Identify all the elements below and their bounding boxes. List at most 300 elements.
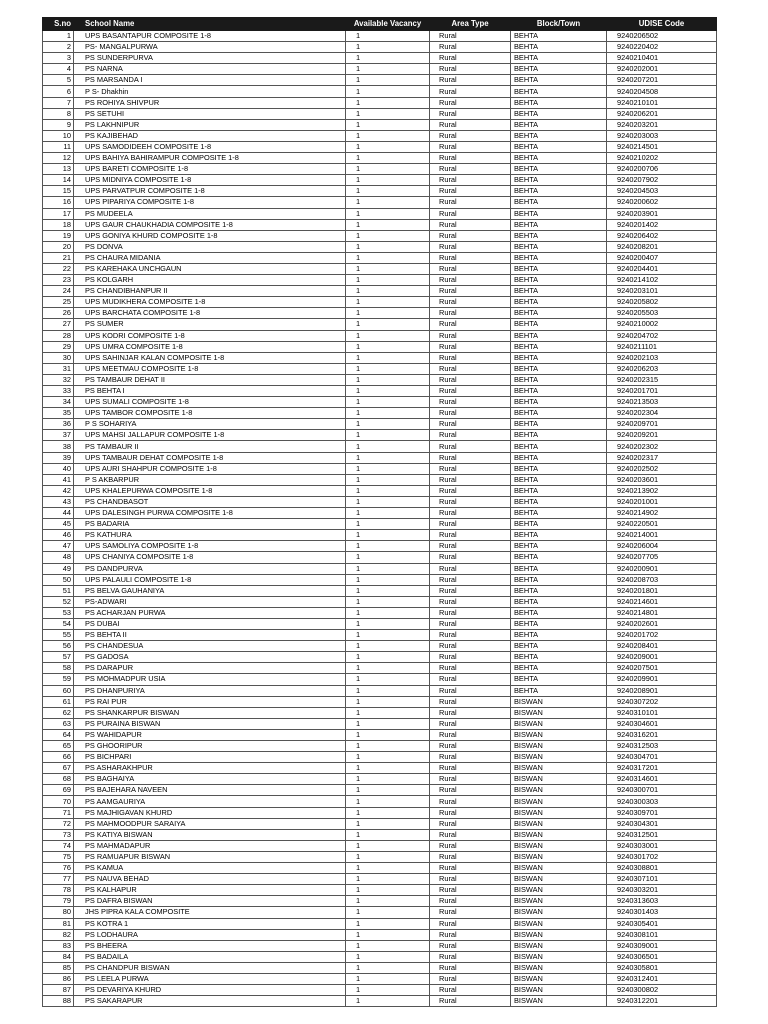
cell-sno[interactable]: 80 [43,907,74,918]
cell-udise-code[interactable]: 9240214102 [607,275,717,286]
cell-area-type[interactable]: Rural [430,153,511,164]
cell-sno[interactable]: 13 [43,164,74,175]
cell-area-type[interactable]: Rural [430,352,511,363]
column-header-sno[interactable]: S.no [43,18,74,31]
cell-available-vacancy[interactable]: 1 [346,863,430,874]
cell-block-town[interactable]: BISWAN [511,718,607,729]
cell-block-town[interactable]: BEHTA [511,352,607,363]
cell-block-town[interactable]: BEHTA [511,530,607,541]
table-row[interactable] [43,341,717,352]
cell-school-name[interactable]: PS SUMER [74,319,346,330]
cell-school-name[interactable]: PS MAHMOODPUR SARAIYA [74,818,346,829]
cell-block-town[interactable]: BEHTA [511,197,607,208]
cell-school-name[interactable]: PS RAI PUR [74,696,346,707]
cell-area-type[interactable]: Rural [430,64,511,75]
cell-udise-code[interactable]: 9240202001 [607,64,717,75]
cell-block-town[interactable]: BEHTA [511,119,607,130]
cell-area-type[interactable]: Rural [430,430,511,441]
cell-available-vacancy[interactable]: 1 [346,585,430,596]
cell-available-vacancy[interactable]: 1 [346,141,430,152]
cell-area-type[interactable]: Rural [430,108,511,119]
table-row[interactable] [43,596,717,607]
table-row[interactable] [43,397,717,408]
table-row[interactable] [43,197,717,208]
cell-available-vacancy[interactable]: 1 [346,530,430,541]
cell-udise-code[interactable]: 9240206502 [607,31,717,42]
cell-area-type[interactable]: Rural [430,896,511,907]
cell-school-name[interactable]: UPS PALAULI COMPOSITE 1-8 [74,574,346,585]
cell-area-type[interactable]: Rural [430,53,511,64]
cell-school-name[interactable]: P S- Dhakhin [74,86,346,97]
cell-sno[interactable]: 7 [43,97,74,108]
cell-available-vacancy[interactable]: 1 [346,851,430,862]
cell-block-town[interactable]: BEHTA [511,386,607,397]
cell-udise-code[interactable]: 9240306501 [607,951,717,962]
cell-block-town[interactable]: BEHTA [511,508,607,519]
cell-sno[interactable]: 53 [43,607,74,618]
cell-school-name[interactable]: PS MUDEELA [74,208,346,219]
table-row[interactable] [43,574,717,585]
cell-sno[interactable]: 38 [43,441,74,452]
table-row[interactable] [43,86,717,97]
cell-school-name[interactable]: UPS KHALEPURWA COMPOSITE 1-8 [74,485,346,496]
cell-area-type[interactable]: Rural [430,863,511,874]
cell-area-type[interactable]: Rural [430,130,511,141]
table-row[interactable] [43,219,717,230]
cell-block-town[interactable]: BEHTA [511,53,607,64]
table-row[interactable] [43,430,717,441]
cell-school-name[interactable]: PS MAJHIGAVAN KHURD [74,807,346,818]
cell-school-name[interactable]: PS DONVA [74,241,346,252]
cell-available-vacancy[interactable]: 1 [346,552,430,563]
cell-block-town[interactable]: BEHTA [511,263,607,274]
cell-area-type[interactable]: Rural [430,419,511,430]
cell-udise-code[interactable]: 9240201402 [607,219,717,230]
cell-sno[interactable]: 84 [43,951,74,962]
cell-block-town[interactable]: BEHTA [511,552,607,563]
cell-block-town[interactable]: BISWAN [511,918,607,929]
table-row[interactable] [43,807,717,818]
cell-area-type[interactable]: Rural [430,31,511,42]
cell-udise-code[interactable]: 9240204503 [607,186,717,197]
table-row[interactable] [43,907,717,918]
cell-area-type[interactable]: Rural [430,252,511,263]
table-row[interactable] [43,519,717,530]
cell-udise-code[interactable]: 9240210101 [607,97,717,108]
cell-block-town[interactable]: BISWAN [511,840,607,851]
cell-udise-code[interactable]: 9240204508 [607,86,717,97]
table-row[interactable] [43,463,717,474]
cell-available-vacancy[interactable]: 1 [346,496,430,507]
cell-block-town[interactable]: BISWAN [511,940,607,951]
cell-available-vacancy[interactable]: 1 [346,973,430,984]
cell-udise-code[interactable]: 9240207501 [607,663,717,674]
cell-block-town[interactable]: BEHTA [511,485,607,496]
cell-sno[interactable]: 23 [43,275,74,286]
cell-school-name[interactable]: PS BEHTA II [74,630,346,641]
cell-available-vacancy[interactable]: 1 [346,785,430,796]
table-row[interactable] [43,363,717,374]
cell-sno[interactable]: 2 [43,42,74,53]
cell-block-town[interactable]: BEHTA [511,64,607,75]
cell-area-type[interactable]: Rural [430,75,511,86]
table-row[interactable] [43,530,717,541]
cell-school-name[interactable]: PS DANDPURVA [74,563,346,574]
cell-sno[interactable]: 16 [43,197,74,208]
cell-sno[interactable]: 55 [43,630,74,641]
cell-area-type[interactable]: Rural [430,97,511,108]
cell-sno[interactable]: 62 [43,707,74,718]
cell-area-type[interactable]: Rural [430,208,511,219]
cell-school-name[interactable]: PS KALHAPUR [74,885,346,896]
cell-sno[interactable]: 4 [43,64,74,75]
cell-school-name[interactable]: PS RAMUAPUR BISWAN [74,851,346,862]
cell-sno[interactable]: 28 [43,330,74,341]
cell-area-type[interactable]: Rural [430,330,511,341]
cell-school-name[interactable]: UPS MAHSI JALLAPUR COMPOSITE 1-8 [74,430,346,441]
cell-school-name[interactable]: UPS BASANTAPUR COMPOSITE 1-8 [74,31,346,42]
table-row[interactable] [43,241,717,252]
cell-udise-code[interactable]: 9240214801 [607,607,717,618]
cell-block-town[interactable]: BEHTA [511,496,607,507]
cell-school-name[interactable]: PS SAKARAPUR [74,996,346,1007]
cell-school-name[interactable]: PS KATHURA [74,530,346,541]
cell-block-town[interactable]: BEHTA [511,241,607,252]
cell-area-type[interactable]: Rural [430,630,511,641]
cell-sno[interactable]: 71 [43,807,74,818]
cell-udise-code[interactable]: 9240203003 [607,130,717,141]
cell-area-type[interactable]: Rural [430,397,511,408]
table-row[interactable] [43,352,717,363]
cell-area-type[interactable]: Rural [430,319,511,330]
cell-sno[interactable]: 87 [43,985,74,996]
cell-area-type[interactable]: Rural [430,541,511,552]
cell-block-town[interactable]: BEHTA [511,408,607,419]
cell-block-town[interactable]: BEHTA [511,164,607,175]
cell-udise-code[interactable]: 9240307101 [607,874,717,885]
cell-school-name[interactable]: PS TAMBAUR DEHAT II [74,374,346,385]
cell-udise-code[interactable]: 9240209701 [607,419,717,430]
cell-block-town[interactable]: BISWAN [511,929,607,940]
cell-udise-code[interactable]: 9240300802 [607,985,717,996]
table-row[interactable] [43,508,717,519]
cell-udise-code[interactable]: 9240213503 [607,397,717,408]
cell-udise-code[interactable]: 9240309001 [607,940,717,951]
cell-available-vacancy[interactable]: 1 [346,341,430,352]
column-header-udise-code[interactable]: UDISE Code [607,18,717,31]
table-row[interactable] [43,774,717,785]
cell-available-vacancy[interactable]: 1 [346,663,430,674]
column-header-area-type[interactable]: Area Type [430,18,511,31]
cell-sno[interactable]: 77 [43,874,74,885]
cell-school-name[interactable]: PS KAMUA [74,863,346,874]
table-row[interactable] [43,663,717,674]
cell-sno[interactable]: 17 [43,208,74,219]
table-row[interactable] [43,42,717,53]
cell-school-name[interactable]: PS DAFRA BISWAN [74,896,346,907]
cell-school-name[interactable]: PS LAKHNIPUR [74,119,346,130]
cell-block-town[interactable]: BEHTA [511,186,607,197]
cell-sno[interactable]: 3 [43,53,74,64]
cell-block-town[interactable]: BEHTA [511,596,607,607]
cell-available-vacancy[interactable]: 1 [346,208,430,219]
cell-sno[interactable]: 32 [43,374,74,385]
cell-available-vacancy[interactable]: 1 [346,75,430,86]
cell-udise-code[interactable]: 9240207902 [607,175,717,186]
cell-area-type[interactable]: Rural [430,86,511,97]
cell-sno[interactable]: 8 [43,108,74,119]
cell-udise-code[interactable]: 9240201801 [607,585,717,596]
cell-sno[interactable]: 11 [43,141,74,152]
table-row[interactable] [43,985,717,996]
cell-sno[interactable]: 76 [43,863,74,874]
cell-block-town[interactable]: BISWAN [511,863,607,874]
cell-available-vacancy[interactable]: 1 [346,463,430,474]
column-header-available-vacancy[interactable]: Available Vacancy [346,18,430,31]
cell-available-vacancy[interactable]: 1 [346,408,430,419]
cell-available-vacancy[interactable]: 1 [346,352,430,363]
cell-sno[interactable]: 31 [43,363,74,374]
cell-block-town[interactable]: BEHTA [511,652,607,663]
cell-area-type[interactable]: Rural [430,230,511,241]
cell-area-type[interactable]: Rural [430,374,511,385]
cell-available-vacancy[interactable]: 1 [346,596,430,607]
cell-available-vacancy[interactable]: 1 [346,996,430,1007]
table-row[interactable] [43,108,717,119]
table-row[interactable] [43,275,717,286]
cell-available-vacancy[interactable]: 1 [346,86,430,97]
table-row[interactable] [43,962,717,973]
cell-block-town[interactable]: BEHTA [511,618,607,629]
cell-udise-code[interactable]: 9240214902 [607,508,717,519]
cell-sno[interactable]: 85 [43,962,74,973]
cell-sno[interactable]: 14 [43,175,74,186]
cell-area-type[interactable]: Rural [430,718,511,729]
table-row[interactable] [43,851,717,862]
cell-block-town[interactable]: BEHTA [511,31,607,42]
cell-block-town[interactable]: BISWAN [511,962,607,973]
cell-area-type[interactable]: Rural [430,607,511,618]
cell-udise-code[interactable]: 9240303201 [607,885,717,896]
cell-sno[interactable]: 18 [43,219,74,230]
cell-udise-code[interactable]: 9240208201 [607,241,717,252]
cell-sno[interactable]: 70 [43,796,74,807]
cell-sno[interactable]: 82 [43,929,74,940]
cell-school-name[interactable]: UPS DALESINGH PURWA COMPOSITE 1-8 [74,508,346,519]
cell-sno[interactable]: 78 [43,885,74,896]
cell-school-name[interactable]: PS SETUHI [74,108,346,119]
table-row[interactable] [43,408,717,419]
cell-block-town[interactable]: BEHTA [511,519,607,530]
cell-available-vacancy[interactable]: 1 [346,175,430,186]
cell-area-type[interactable]: Rural [430,618,511,629]
cell-udise-code[interactable]: 9240308801 [607,863,717,874]
cell-block-town[interactable]: BEHTA [511,641,607,652]
cell-udise-code[interactable]: 9240202317 [607,452,717,463]
cell-udise-code[interactable]: 9240317201 [607,763,717,774]
cell-available-vacancy[interactable]: 1 [346,885,430,896]
cell-available-vacancy[interactable]: 1 [346,674,430,685]
cell-school-name[interactable]: UPS UMRA COMPOSITE 1-8 [74,341,346,352]
cell-block-town[interactable]: BEHTA [511,275,607,286]
cell-sno[interactable]: 68 [43,774,74,785]
cell-school-name[interactable]: PS MARSANDA I [74,75,346,86]
cell-block-town[interactable]: BEHTA [511,685,607,696]
cell-area-type[interactable]: Rural [430,463,511,474]
table-row[interactable] [43,319,717,330]
cell-area-type[interactable]: Rural [430,996,511,1007]
cell-block-town[interactable]: BEHTA [511,430,607,441]
cell-block-town[interactable]: BISWAN [511,874,607,885]
cell-udise-code[interactable]: 9240202304 [607,408,717,419]
cell-area-type[interactable]: Rural [430,763,511,774]
cell-available-vacancy[interactable]: 1 [346,153,430,164]
table-row[interactable] [43,308,717,319]
cell-school-name[interactable]: PS CHANDBASOT [74,496,346,507]
cell-school-name[interactable]: PS WAHIDAPUR [74,729,346,740]
cell-available-vacancy[interactable]: 1 [346,219,430,230]
cell-school-name[interactable]: UPS PARVATPUR COMPOSITE 1-8 [74,186,346,197]
cell-available-vacancy[interactable]: 1 [346,186,430,197]
cell-udise-code[interactable]: 9240201701 [607,386,717,397]
cell-available-vacancy[interactable]: 1 [346,252,430,263]
cell-block-town[interactable]: BEHTA [511,319,607,330]
cell-available-vacancy[interactable]: 1 [346,319,430,330]
cell-school-name[interactable]: PS KAJIBEHAD [74,130,346,141]
table-row[interactable] [43,874,717,885]
cell-block-town[interactable]: BEHTA [511,630,607,641]
cell-sno[interactable]: 52 [43,596,74,607]
table-row[interactable] [43,97,717,108]
cell-area-type[interactable]: Rural [430,985,511,996]
table-row[interactable] [43,918,717,929]
cell-available-vacancy[interactable]: 1 [346,763,430,774]
cell-block-town[interactable]: BISWAN [511,807,607,818]
cell-sno[interactable]: 72 [43,818,74,829]
cell-available-vacancy[interactable]: 1 [346,42,430,53]
cell-available-vacancy[interactable]: 1 [346,907,430,918]
table-row[interactable] [43,696,717,707]
cell-block-town[interactable]: BISWAN [511,707,607,718]
cell-available-vacancy[interactable]: 1 [346,951,430,962]
cell-available-vacancy[interactable]: 1 [346,652,430,663]
table-row[interactable] [43,53,717,64]
cell-sno[interactable]: 30 [43,352,74,363]
cell-udise-code[interactable]: 9240202502 [607,463,717,474]
table-row[interactable] [43,973,717,984]
table-row[interactable] [43,741,717,752]
cell-school-name[interactable]: PS NARNA [74,64,346,75]
cell-sno[interactable]: 79 [43,896,74,907]
cell-sno[interactable]: 40 [43,463,74,474]
cell-block-town[interactable]: BISWAN [511,896,607,907]
cell-school-name[interactable]: PS CHANDPUR BISWAN [74,962,346,973]
cell-school-name[interactable]: PS BELVA GAUHANIYA [74,585,346,596]
table-row[interactable] [43,929,717,940]
cell-udise-code[interactable]: 9240312503 [607,741,717,752]
cell-block-town[interactable]: BISWAN [511,696,607,707]
cell-area-type[interactable]: Rural [430,219,511,230]
cell-sno[interactable]: 1 [43,31,74,42]
cell-udise-code[interactable]: 9240309701 [607,807,717,818]
cell-available-vacancy[interactable]: 1 [346,752,430,763]
cell-udise-code[interactable]: 9240210401 [607,53,717,64]
cell-udise-code[interactable]: 9240206004 [607,541,717,552]
table-row[interactable] [43,186,717,197]
cell-area-type[interactable]: Rural [430,774,511,785]
cell-available-vacancy[interactable]: 1 [346,419,430,430]
cell-sno[interactable]: 20 [43,241,74,252]
cell-area-type[interactable]: Rural [430,796,511,807]
cell-sno[interactable]: 57 [43,652,74,663]
cell-sno[interactable]: 74 [43,840,74,851]
cell-udise-code[interactable]: 9240307202 [607,696,717,707]
cell-block-town[interactable]: BISWAN [511,885,607,896]
cell-school-name[interactable]: UPS KODRI COMPOSITE 1-8 [74,330,346,341]
cell-udise-code[interactable]: 9240201001 [607,496,717,507]
cell-block-town[interactable]: BISWAN [511,818,607,829]
cell-area-type[interactable]: Rural [430,962,511,973]
cell-udise-code[interactable]: 9240308101 [607,929,717,940]
table-row[interactable] [43,153,717,164]
cell-sno[interactable]: 39 [43,452,74,463]
cell-area-type[interactable]: Rural [430,363,511,374]
cell-available-vacancy[interactable]: 1 [346,130,430,141]
cell-sno[interactable]: 35 [43,408,74,419]
cell-available-vacancy[interactable]: 1 [346,918,430,929]
cell-udise-code[interactable]: 9240210202 [607,153,717,164]
table-row[interactable] [43,996,717,1007]
cell-block-town[interactable]: BEHTA [511,374,607,385]
cell-available-vacancy[interactable]: 1 [346,796,430,807]
cell-area-type[interactable]: Rural [430,696,511,707]
cell-available-vacancy[interactable]: 1 [346,386,430,397]
table-row[interactable] [43,630,717,641]
cell-school-name[interactable]: PS NAUVA BEHAD [74,874,346,885]
cell-area-type[interactable]: Rural [430,729,511,740]
cell-school-name[interactable]: UPS TAMBAUR DEHAT COMPOSITE 1-8 [74,452,346,463]
table-row[interactable] [43,164,717,175]
cell-block-town[interactable]: BEHTA [511,97,607,108]
cell-sno[interactable]: 51 [43,585,74,596]
cell-sno[interactable]: 86 [43,973,74,984]
cell-udise-code[interactable]: 9240209901 [607,674,717,685]
cell-school-name[interactable]: UPS SAMOLIYA COMPOSITE 1-8 [74,541,346,552]
cell-area-type[interactable]: Rural [430,508,511,519]
cell-available-vacancy[interactable]: 1 [346,541,430,552]
cell-school-name[interactable]: PS BADARIA [74,519,346,530]
cell-available-vacancy[interactable]: 1 [346,430,430,441]
cell-available-vacancy[interactable]: 1 [346,563,430,574]
cell-sno[interactable]: 21 [43,252,74,263]
cell-udise-code[interactable]: 9240208901 [607,685,717,696]
cell-block-town[interactable]: BISWAN [511,851,607,862]
table-row[interactable] [43,707,717,718]
cell-udise-code[interactable]: 9240202103 [607,352,717,363]
cell-available-vacancy[interactable]: 1 [346,607,430,618]
cell-available-vacancy[interactable]: 1 [346,330,430,341]
table-row[interactable] [43,685,717,696]
cell-udise-code[interactable]: 9240207201 [607,75,717,86]
cell-available-vacancy[interactable]: 1 [346,630,430,641]
cell-block-town[interactable]: BEHTA [511,574,607,585]
table-row[interactable] [43,474,717,485]
cell-sno[interactable]: 27 [43,319,74,330]
cell-area-type[interactable]: Rural [430,42,511,53]
cell-block-town[interactable]: BISWAN [511,774,607,785]
cell-area-type[interactable]: Rural [430,641,511,652]
cell-udise-code[interactable]: 9240314601 [607,774,717,785]
